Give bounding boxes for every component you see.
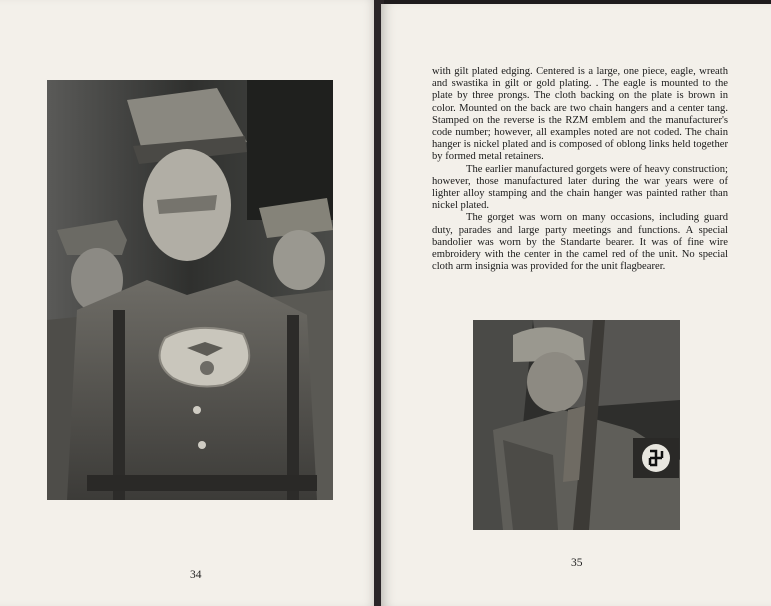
right-photo (473, 320, 680, 530)
left-photo (47, 80, 333, 500)
flagbearer-photo-image (473, 320, 680, 530)
paragraph-1: with gilt plated edging. Centered is a large, one piece, eagle, wreath and swastika in gilt or gold plating. . The eagle is mounted to the plate by three prongs. The cloth backing on the plate is brown in color. Mounted on the back are two chain hangers and a center tang. Stamped on the reverse is the RZM emblem and the manufacturer's code number; however, all examples noted are not coded. The chain hanger is nickel plated and is composed of oblong links held together by formed metal retainers. (432, 66, 728, 163)
paragraph-3: The gorget was worn on many occasions, including guard duty, parades and large party meetings and functions. A special bandolier was worn by the Standarte bearer. It was of fine wire embroidery with the center in the camel red of the unit. No special cloth arm insignia was provided for the unit flagbearer. (432, 212, 728, 273)
page-number-left: 34 (190, 569, 202, 581)
body-text (432, 66, 728, 273)
paragraph-2: The earlier manufactured gorgets were of heavy construction; however, those manufactured later during the war years were of lighter alloy stamping and the chain hanger was painted rather than nickel plated. (432, 163, 728, 212)
page-number-right: 35 (571, 557, 583, 569)
soldiers-photo-image (47, 80, 333, 500)
